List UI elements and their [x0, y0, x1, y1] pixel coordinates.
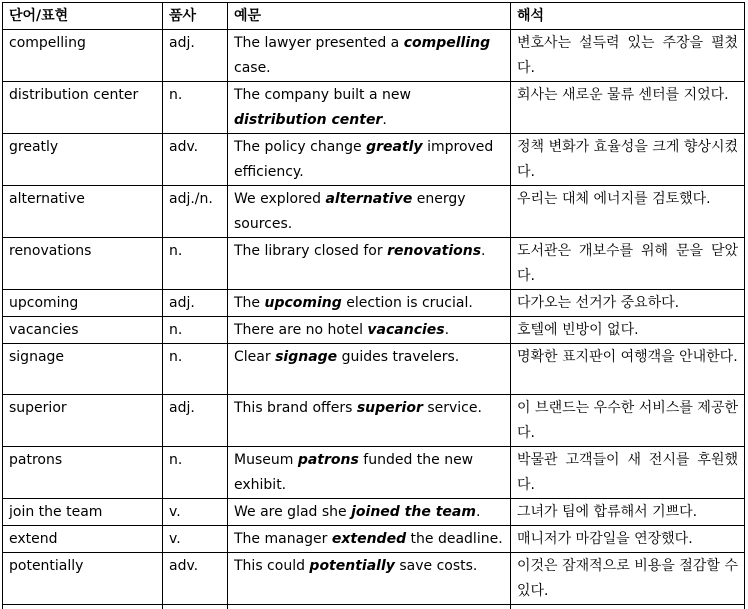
table-row: [3, 499, 745, 526]
translation-cell: 우리는 대체 에너지를 검토했다.: [511, 186, 745, 238]
example-text: The company built a new: [234, 87, 411, 103]
example-text: the deadline.: [406, 531, 503, 547]
example-text: We explored: [234, 191, 326, 207]
example-cell: [228, 499, 511, 526]
example-text: We are glad she: [234, 504, 352, 520]
table-row: [3, 526, 745, 553]
translation-cell: 변호사는 설득력 있는 주장을 펼쳤다.: [511, 30, 745, 82]
table-row: [3, 134, 745, 186]
table-row: [3, 186, 745, 238]
example-text: funded the new exhibit.: [234, 452, 474, 493]
pos-cell: v.: [163, 499, 228, 526]
example-cell: [228, 526, 511, 553]
word-cell: greatly: [3, 134, 163, 186]
word-cell: distribution center: [3, 82, 163, 134]
example-keyword: upcoming: [264, 295, 342, 311]
example-text: Clear: [234, 349, 276, 365]
word-cell: join the team: [3, 499, 163, 526]
example-keyword: extended: [331, 531, 407, 547]
example-keyword: greatly: [366, 139, 423, 155]
empty-cell: [228, 605, 511, 609]
example-keyword: compelling: [403, 35, 491, 51]
example-cell: [228, 290, 511, 317]
example-text: service.: [422, 400, 482, 416]
header-translation: 해석: [511, 3, 745, 30]
pos-cell: n.: [163, 344, 228, 395]
translation-cell: 매니저가 마감일을 연장했다.: [511, 526, 745, 553]
table-row: [3, 447, 745, 499]
word-cell: compelling: [3, 30, 163, 82]
pos-cell: adj.: [163, 395, 228, 447]
word-cell: extend: [3, 526, 163, 553]
empty-cell: [163, 605, 228, 609]
example-keyword: vacancies: [367, 322, 445, 338]
word-cell: potentially: [3, 553, 163, 605]
example-keyword: alternative: [325, 191, 413, 207]
example-text: save costs.: [394, 558, 478, 574]
word-cell: alternative: [3, 186, 163, 238]
word-cell: superior: [3, 395, 163, 447]
word-cell: signage: [3, 344, 163, 395]
example-text: energy sources.: [234, 191, 466, 232]
table-row: [3, 290, 745, 317]
example-cell: [228, 344, 511, 395]
header-word: 단어/표현: [3, 3, 163, 30]
example-text: The policy change: [234, 139, 367, 155]
example-keyword: signage: [275, 349, 338, 365]
example-text: There are no hotel: [234, 322, 368, 338]
example-cell: [228, 134, 511, 186]
pos-cell: n.: [163, 82, 228, 134]
example-keyword: superior: [356, 400, 423, 416]
pos-cell: adv.: [163, 553, 228, 605]
example-text: The lawyer presented a: [234, 35, 404, 51]
pos-cell: adj.: [163, 290, 228, 317]
example-text: election is crucial.: [341, 295, 473, 311]
example-keyword: renovations: [387, 243, 482, 259]
translation-cell: 이것은 잠재적으로 비용을 절감할 수 있다.: [511, 553, 745, 605]
example-text: The manager: [234, 531, 332, 547]
example-keyword: joined the team: [351, 504, 476, 520]
example-text: This could: [234, 558, 310, 574]
word-cell: upcoming: [3, 290, 163, 317]
table-row: [3, 30, 745, 82]
example-text: guides travelers.: [337, 349, 460, 365]
example-keyword: distribution center: [234, 112, 383, 128]
pos-cell: n.: [163, 447, 228, 499]
table-row: [3, 82, 745, 134]
empty-cell: [3, 605, 163, 609]
translation-cell: 이 브랜드는 우수한 서비스를 제공한다.: [511, 395, 745, 447]
pos-cell: n.: [163, 317, 228, 344]
example-cell: [228, 82, 511, 134]
translation-cell: 그녀가 팀에 합류해서 기쁘다.: [511, 499, 745, 526]
translation-cell: 도서관은 개보수를 위해 문을 닫았다.: [511, 238, 745, 290]
example-text: Museum: [234, 452, 298, 468]
translation-cell: 명확한 표지판이 여행객을 안내한다.: [511, 344, 745, 395]
example-text: This brand offers: [234, 400, 357, 416]
pos-cell: adj./n.: [163, 186, 228, 238]
pos-cell: v.: [163, 526, 228, 553]
pos-cell: adj.: [163, 30, 228, 82]
table-row: [3, 317, 745, 344]
example-cell: [228, 238, 511, 290]
example-cell: [228, 186, 511, 238]
table-row: [3, 553, 745, 605]
example-text: The: [234, 295, 265, 311]
word-cell: vacancies: [3, 317, 163, 344]
translation-cell: 박물관 고객들이 새 전시를 후원했다.: [511, 447, 745, 499]
example-cell: [228, 553, 511, 605]
pos-cell: n.: [163, 238, 228, 290]
example-cell: [228, 395, 511, 447]
example-text: .: [481, 243, 486, 259]
header-row: [3, 3, 745, 30]
table-row: [3, 344, 745, 395]
example-cell: [228, 447, 511, 499]
example-cell: [228, 317, 511, 344]
example-text: .: [475, 504, 481, 520]
translation-cell: 호텔에 빈방이 없다.: [511, 317, 745, 344]
vocabulary-table: [2, 2, 745, 609]
header-example: 예문: [228, 3, 511, 30]
example-text: .: [444, 322, 450, 338]
table-row-continuation: [3, 605, 745, 609]
example-keyword: potentially: [309, 558, 395, 574]
example-text: case.: [234, 60, 271, 76]
example-text: improved efficiency.: [234, 139, 494, 180]
word-cell: patrons: [3, 447, 163, 499]
pos-cell: adv.: [163, 134, 228, 186]
word-cell: renovations: [3, 238, 163, 290]
example-keyword: patrons: [297, 452, 359, 468]
translation-cell: 다가오는 선거가 중요하다.: [511, 290, 745, 317]
header-pos: 품사: [163, 3, 228, 30]
table-row: [3, 395, 745, 447]
example-text: The library closed for: [234, 243, 388, 259]
translation-cell: 정책 변화가 효율성을 크게 향상시켰다.: [511, 134, 745, 186]
table-row: [3, 238, 745, 290]
empty-cell: [511, 605, 745, 609]
example-text: .: [382, 112, 387, 128]
example-cell: [228, 30, 511, 82]
translation-cell: 회사는 새로운 물류 센터를 지었다.: [511, 82, 745, 134]
